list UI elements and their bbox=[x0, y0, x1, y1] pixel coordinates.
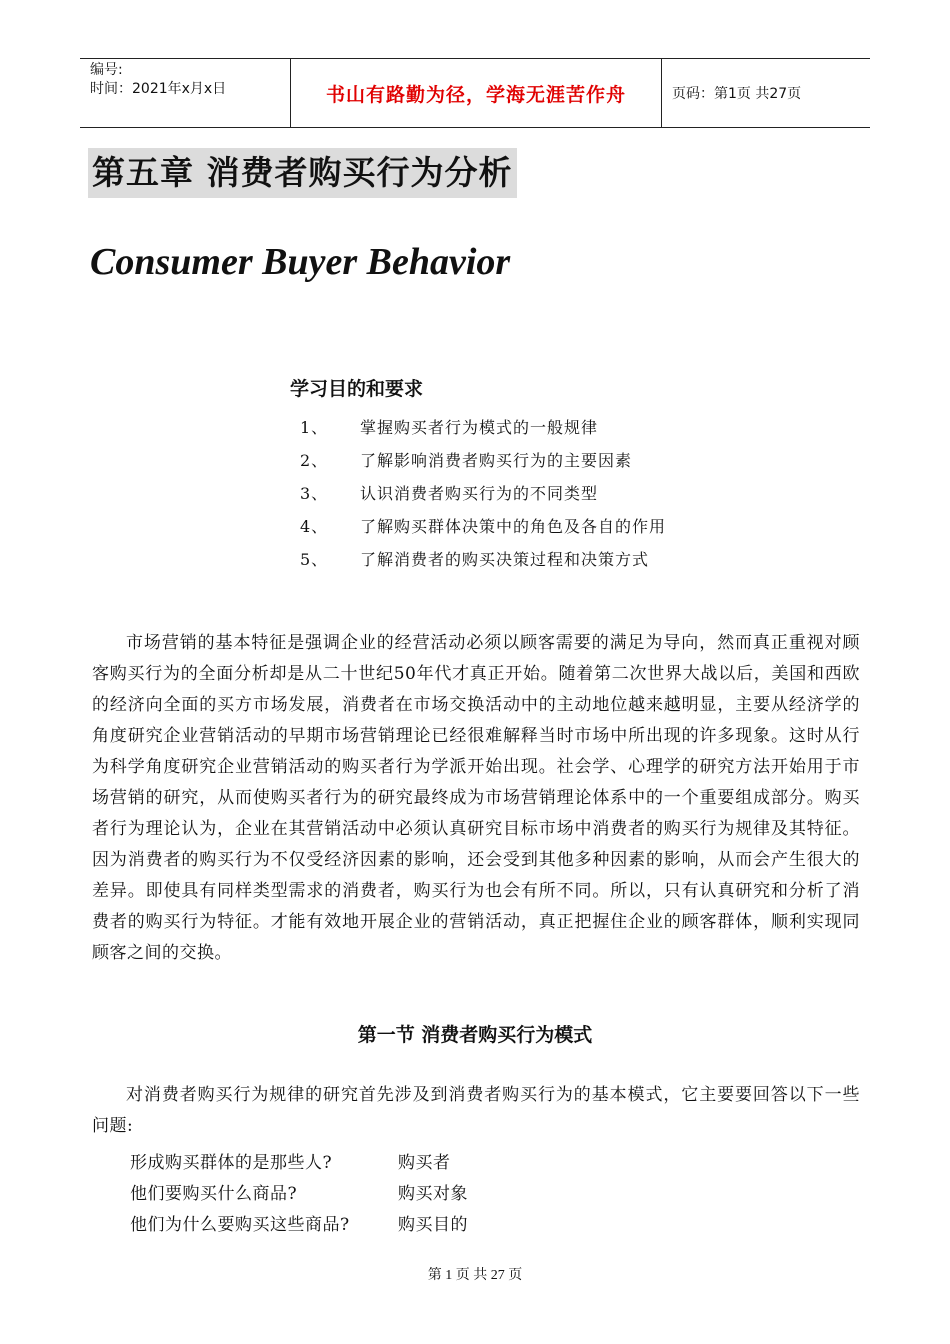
objective-text: 掌握购买者行为模式的一般规律 bbox=[360, 418, 599, 437]
objective-text: 了解影响消费者购买行为的主要因素 bbox=[360, 451, 633, 470]
question-list bbox=[130, 1145, 468, 1238]
question-row bbox=[130, 1145, 468, 1176]
objective-number: 4、 bbox=[300, 517, 329, 536]
section-paragraph: 对消费者购买行为规律的研究首先涉及到消费者购买行为的基本模式，它主要要回答以下一些问题: bbox=[92, 1085, 860, 1136]
page-footer: 第 1 页 共 27 页 bbox=[427, 1268, 523, 1283]
objectives-list bbox=[300, 410, 666, 575]
question-row bbox=[130, 1176, 468, 1207]
objective-text: 认识消费者购买行为的不同类型 bbox=[360, 484, 599, 503]
document-header bbox=[80, 58, 870, 128]
header-meta bbox=[80, 59, 291, 127]
header-page-info: 页码：第1页 共27页 bbox=[672, 86, 802, 102]
header-motto-cell bbox=[291, 59, 662, 127]
question-text: 他们要购买什么商品? bbox=[130, 1184, 298, 1204]
chapter-title: 第五章 消费者购买行为分析 bbox=[88, 148, 517, 198]
answer-text: 购买对象 bbox=[398, 1184, 468, 1204]
objective-text: 了解消费者的购买决策过程和决策方式 bbox=[360, 550, 650, 569]
question-text: 形成购买群体的是那些人? bbox=[130, 1153, 333, 1173]
english-title: Consumer Buyer Behavior bbox=[90, 241, 511, 283]
objective-number: 3、 bbox=[300, 484, 329, 503]
objective-item bbox=[300, 542, 666, 575]
objective-text: 了解购买群体决策中的角色及各自的作用 bbox=[360, 517, 667, 536]
objective-item bbox=[300, 410, 666, 443]
objectives-heading: 学习目的和要求 bbox=[290, 378, 424, 400]
intro-paragraph: 市场营销的基本特征是强调企业的经营活动必须以顾客需要的满足为导向，然而真正重视对顾客购买行为的全面分析却是从二十世纪50年代才真正开始。随着第二次世界大战以后，美国和西欧的经济向全面的买方市场发展，消费者在市场交换活动中的主动地位越来越明显，主要从经济学的角度研究企业营销活动的早期市场营销理论已经很难解释当时市场中所出现的许多现象。这时从行为科学角度研究企业营销活动的购买者行为学派开始出现。社会学、心理学的研究方法开始用于市场营销的研究，从而使购买者行为的研究最终成为市场营销理论体系中的一个重要组成部分。购买者行为理论认为，企业在其营销活动中必须认真研究目标市场中消费者的购买行为规律及其特征。因为消费者的购买行为不仅受经济因素的影响，还会受到其他多种因素的影响，从而会产生很大的差异。即使具有同样类型需求的消费者，购买行为也会有所不同。所以，只有认真研究和分析了消费者的购买行为特征。才能有效地开展企业的营销活动，真正把握住企业的顾客群体，顺利实现同顾客之间的交换。 bbox=[92, 633, 860, 963]
answer-text: 购买者 bbox=[398, 1153, 451, 1173]
section-title: 第一节 消费者购买行为模式 bbox=[357, 1024, 593, 1046]
objective-number: 2、 bbox=[300, 451, 329, 470]
header-motto: 书山有路勤为径，学海无涯苦作舟 bbox=[325, 83, 626, 106]
objective-item bbox=[300, 476, 666, 509]
time-label: 时间：2021年x月x日 bbox=[90, 81, 227, 97]
question-row bbox=[130, 1207, 468, 1238]
objective-item bbox=[300, 509, 666, 542]
objective-number: 1、 bbox=[300, 418, 329, 437]
objective-item bbox=[300, 443, 666, 476]
question-text: 他们为什么要购买这些商品? bbox=[130, 1215, 350, 1235]
answer-text: 购买目的 bbox=[398, 1215, 468, 1235]
number-label: 编号: bbox=[90, 62, 123, 78]
objective-number: 5、 bbox=[300, 550, 329, 569]
